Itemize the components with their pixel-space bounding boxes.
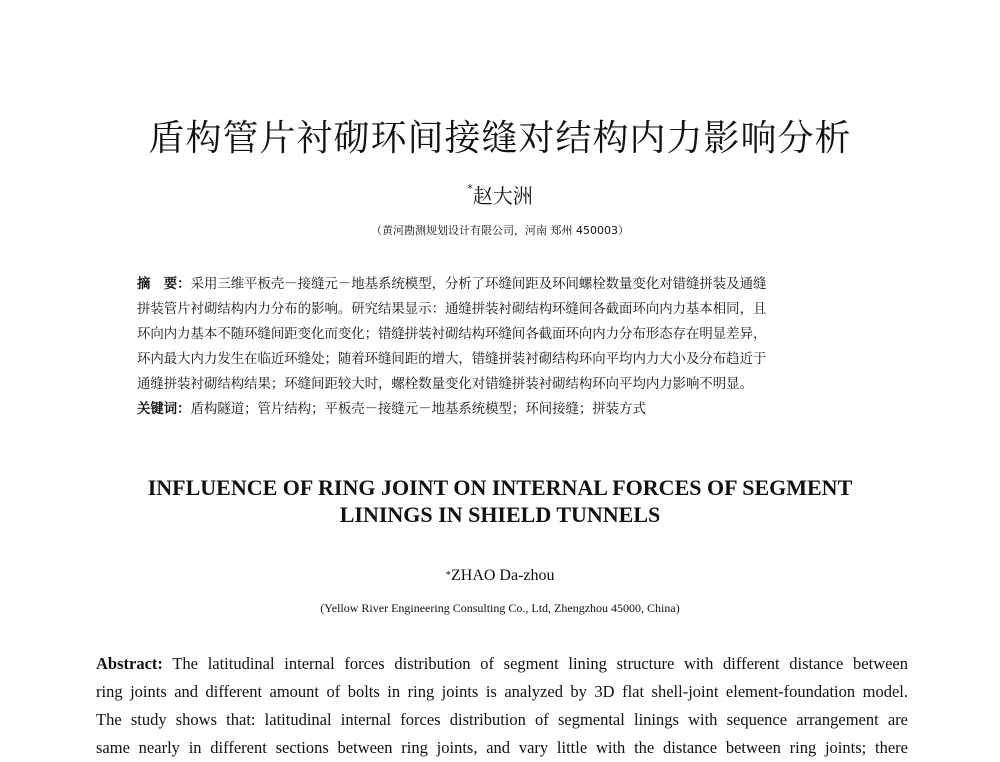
chinese-author: [0, 180, 1000, 209]
chinese-abstract-label: 摘 要：: [137, 277, 191, 292]
chinese-title: 盾构管片衬砌环间接缝对结构内力影响分析: [148, 118, 852, 159]
english-title-line: LININGS IN SHIELD TUNNELS: [339, 502, 661, 527]
chinese-keywords: [137, 397, 867, 422]
chinese-abstract-line: [137, 272, 867, 297]
english-author-name: ZHAO Da-zhou: [450, 567, 555, 584]
english-abstract: [96, 650, 908, 762]
english-abstract-label: Abstract:: [96, 654, 163, 673]
chinese-author-name: 赵大洲: [472, 184, 533, 208]
chinese-keywords-text: 盾构隧道；管片结构；平板壳－接缝元－地基系统模型；环间接缝；拼装方式: [190, 402, 646, 417]
chinese-keywords-label: 关键词：: [137, 402, 191, 417]
english-abstract-line: [96, 650, 908, 678]
english-abstract-text: The latitudinal internal forces distribution of segment lining structure with different distance between: [172, 654, 909, 673]
chinese-abstract-line: 通缝拼装衬砌结构结果；环缝间距较大时，螺栓数量变化对错缝拼装衬砌结构环向平均内力影响不明显。: [137, 377, 753, 392]
english-title: [0, 474, 1000, 528]
chinese-abstract-line: 拼装管片衬砌结构内力分布的影响。研究结果显示：通缝拼装衬砌结构环缝间各截面环向内力基本相同，且: [137, 302, 767, 317]
english-author: [0, 567, 1000, 585]
chinese-abstract-line: 环内最大内力发生在临近环缝处；随着环缝间距的增大，错缝拼装衬砌结构环向平均内力大小及分布趋近于: [137, 352, 767, 367]
chinese-abstract-line: 环向内力基本不随环缝间距变化而变化；错缝拼装衬砌结构环缝间各截面环向内力分布形态存在明显差异，: [137, 327, 767, 342]
chinese-abstract: [137, 272, 867, 422]
english-abstract-line: The study shows that: latitudinal internal forces distribution of segmental linings with sequence arrangement are: [96, 710, 908, 729]
english-title-line: INFLUENCE OF RING JOINT ON INTERNAL FORCES OF SEGMENT: [147, 475, 853, 500]
english-affiliation: (Yellow River Engineering Consulting Co., Ltd, Zhengzhou 45000, China): [320, 601, 680, 615]
chinese-affiliation: （黄河勘测规划设计有限公司，河南 郑州 450003）: [371, 224, 629, 237]
chinese-abstract-text: 采用三维平板壳－接缝元－地基系统模型，分析了环缝间距及环间螺栓数量变化对错缝拼装及通缝: [190, 277, 767, 292]
english-abstract-line: ring joints and different amount of bolts in ring joints is analyzed by 3D flat shell-joint element-foundation model.: [96, 682, 908, 701]
english-author-mark: *: [445, 569, 451, 581]
chinese-author-mark: *: [467, 182, 473, 195]
english-abstract-line: same nearly in different sections between ring joints, and vary little with the distance between ring joints; there: [96, 738, 908, 757]
